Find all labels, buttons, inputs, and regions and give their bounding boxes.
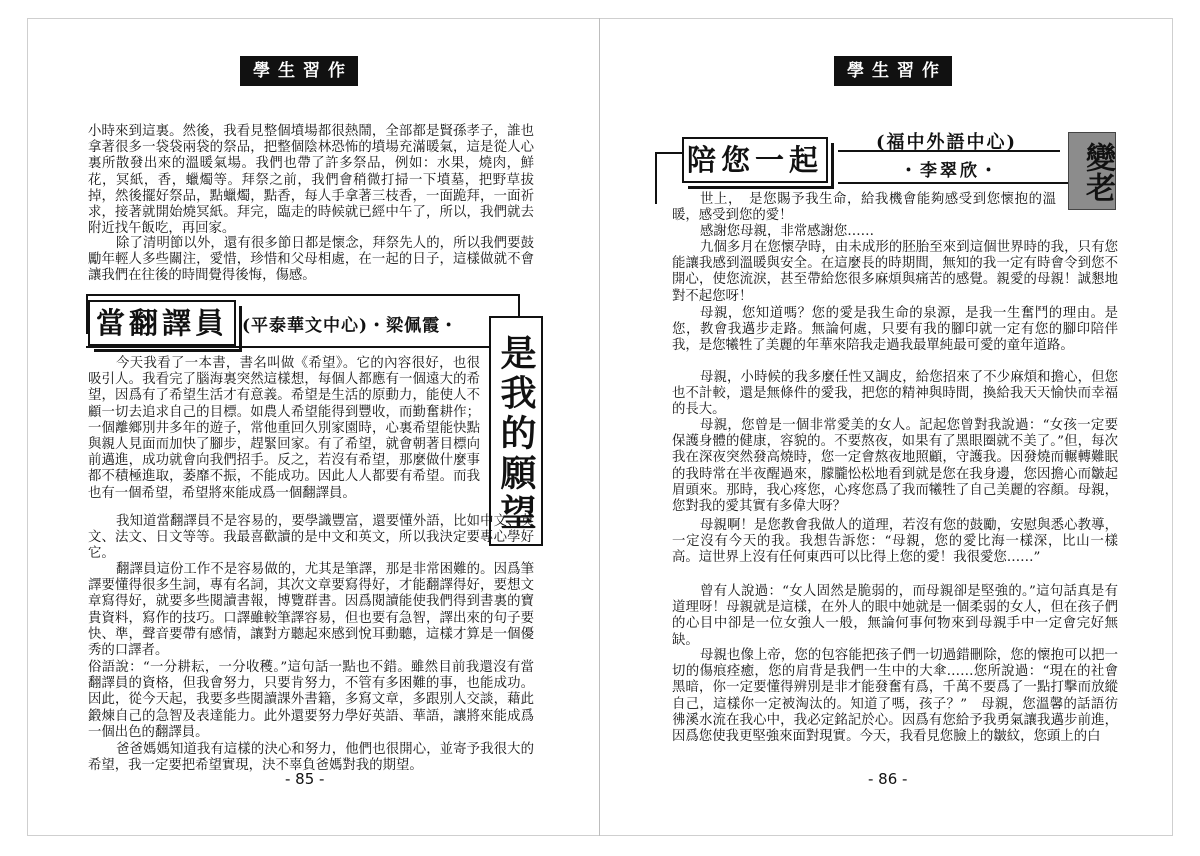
right-page-number: - 86 - [868, 770, 908, 788]
left-intro-paragraph-1: 小時來到這裏。然後，我看見整個墳場都很熱鬧，全部都是賢孫孝子，誰也拿著很多一袋袋兩袋的祭品，把整個陰林恐怖的墳場充滿暖氣，這是從人心裏所散發出來的溫暖氣場。我們也帶了許多祭品，例如：水果，燒肉，鮮花，冥紙，香，蠟燭等。拜祭之前，我們會稍微打掃一下墳墓，把野草拔掉，然後擺好祭品，點蠟燭，點香，每人手拿著三枝香，一面跪拜，一面祈求，接著就開始燒冥紙。拜完，臨走的時候就已經中午了，所以，我們就去附近找午飯吃，再回家。 [88, 124, 534, 237]
right-title-rule-bottom [838, 182, 1070, 184]
page-gutter [599, 18, 600, 836]
left-article-paragraph-4: 俗語說：“一分耕耘，一分收穫。”這句話一點也不錯。雖然目前我還沒有當翻譯員的資格，但我會努力，只要肯努力，不管有多困難的事，也能成功。因此，從今天起，我要多些閱讀課外書籍，多寫文章，多跟別人交談，藉此鍛煉自己的急智及表達能力。此外還要努力學好英語、華語，讓將來能成爲一個出色的翻譯員。 [88, 660, 534, 740]
left-vertical-title: 是我的願望 [489, 316, 543, 546]
right-article-author: ・李翠欣・ [900, 161, 1000, 181]
right-vertical-title: 變老 [1068, 132, 1116, 210]
right-article-paragraph-4: 母親，您知道嗎？您的愛是我生命的泉源，是我一生奮鬥的理由。是您，教會我邁步走路。無論何處，只要有我的腳印就一定有您的腳印陪伴我，是您犧牲了美麗的年華來陪我走過我最單純最可愛的童年道路。 [672, 306, 1118, 354]
right-article-paragraph-6: 母親，您曾是一個非常愛美的女人。記起您曾對我說過：“女孩一定要保護身體的健康，容貌的。不要熬夜，如果有了黑眼圈就不美了。”但，每次我在深夜突然發高燒時，您一定會熬夜地照顧，守護我。因發燒而輾轉難眠的我時常在半夜醒過來，朦朧忪松地看到就是您在我身邊，您因擔心而皺起眉頭來。那時，我心疼您，心疼您爲了我而犧牲了自己美麗的容顏。母親，您對我的愛其實有多偉大呀？ [672, 418, 1118, 515]
right-article-center: (福中外語中心) [876, 132, 1018, 153]
left-article-paragraph-3: 翻譯員這份工作不是容易做的，尤其是筆譯，那是非常困難的。因爲筆譯要懂得很多生詞，專有名詞，其次文章要寫得好，才能翻譯得好，要想文章寫得好，就要多些閱讀書報，博覽群書。因爲閱讀能使我們得到書裏的寶貴資料，寫作的技巧。口譯雖較筆譯容易，但也要有急智，譯出來的句子要快、準，聲音要帶有感情，讓對方聽起來感到悅耳動聽，這樣才算是一個優秀的口譯者。 [88, 562, 534, 659]
right-article-paragraph-9: 母親也像上帝，您的包容能把孩子們一切過錯刪除，您的懷抱可以把一切的傷痕痊癒，您的肩背是我們一生中的大傘……您所說過：“現在的社會黑暗，你一定要懂得辨別是非才能發奮有爲，千萬不要爲了一點打擊而放縱自己，這樣你一定被淘汰的。知道了嗎，孩子？” 母親，您溫馨的話語彷彿溪水流在我心中，我必定銘記於心。因爲有您給予我勇氣讓我邁步前進，因爲您使我更堅強來面對現實。今天，我看見您臉上的皺紋，您頭上的白 [672, 648, 1118, 745]
left-article-paragraph-2: 我知道當翻譯員不是容易的，要學識豐富，還要懂外語，比如中文、英文、法文、日文等等。我最喜歡讀的是中文和英文，所以我決定要專心學好它。 [88, 514, 534, 562]
right-article-paragraph-7: 母親啊！是您教會我做人的道理，若沒有您的鼓勵，安慰與悉心教導，一定沒有今天的我。我想告訴您：“母親，您的愛比海一樣深，比山一樣高。這世界上沒有任何東西可以比得上您的愛！我很愛您……” [672, 518, 1118, 566]
left-title-rule-top [86, 294, 518, 296]
right-article-paragraph-5: 母親，小時候的我多麼任性又調皮，給您招來了不少麻煩和擔心，但您也不計較，還是無條件的愛我，把您的精神與時間，換給我天天愉快而幸福的長大。 [672, 370, 1118, 418]
right-title-rule-left [655, 152, 657, 204]
right-title-rule-top [655, 152, 683, 154]
left-title-rule-bottom [86, 346, 489, 348]
left-article-paragraph-1: 今天我看了一本書，書名叫做《希望》。它的內容很好，也很吸引人。我看完了腦海裏突然這樣想，每個人都應有一個遠大的希望，因爲有了希望生活才有意義。希望是生活的原動力，能使人不顧一切去追求自己的目標。如農人希望能得到豐收，而勤奮耕作；一個離鄉別井多年的遊子，常他重回久別家園時，心裏希望能快點與親人見面而加快了腳步，趕緊回家。有了希望，就會朝著目標向前邁進，成功就會向我們招手。反之，若沒有希望，那麼做什麼事都不積極進取，萎靡不振，不能成功。因此人人都要有希望。而我也有一個希望，希望將來能成爲一個翻譯員。 [88, 356, 480, 501]
right-article-title: 陪您一起 [682, 137, 828, 183]
left-article-paragraph-5: 爸爸媽媽知道我有這樣的決心和努力，他們也很開心，並寄予我很大的希望，我一定要把希望實現，決不辜負爸媽對我的期望。 [88, 742, 534, 774]
right-article-paragraph-1: 世上， 是您賜予我生命，給我機會能夠感受到您懷抱的溫暖，感受到您的愛！ [672, 192, 1056, 224]
left-article-author: (平泰華文中心)・梁佩霞・ [242, 316, 459, 336]
left-section-header: 學生習作 [240, 56, 358, 86]
right-article-paragraph-2: 感謝您母親，非常感謝您…… [700, 224, 875, 239]
right-section-header: 學生習作 [834, 56, 952, 86]
left-page-number: - 85 - [285, 770, 325, 788]
right-article-paragraph-8: 曾有人說過：“女人固然是脆弱的，而母親卻是堅強的。”這句話真是有道理呀！母親就是這樣，在外人的眼中她就是一個柔弱的女人，但在孩子們的心目中卻是一位女強人一般，無論何事何物來到母親手中一定會完好無缺。 [672, 584, 1118, 648]
left-article-title: 當翻譯員 [88, 300, 236, 346]
right-article-paragraph-3: 九個多月在您懷孕時，由未成形的胚胎至來到這個世界時的我，只有您能讓我感到溫暖與安全。在這麼長的時期間，無知的我一定有時會令到您不開心，使您流淚，甚至帶給您很多麻煩與痛苦的感覺。親愛的母親！誠懇地對不起您呀！ [672, 240, 1118, 304]
left-intro-paragraph-2: 除了清明節以外，還有很多節日都是懷念，拜祭先人的，所以我們要鼓勵年輕人多些關注，愛惜，珍惜和父母相處，在一起的日子，這樣做就不會讓我們在往後的時間覺得後悔，傷感。 [88, 236, 534, 284]
